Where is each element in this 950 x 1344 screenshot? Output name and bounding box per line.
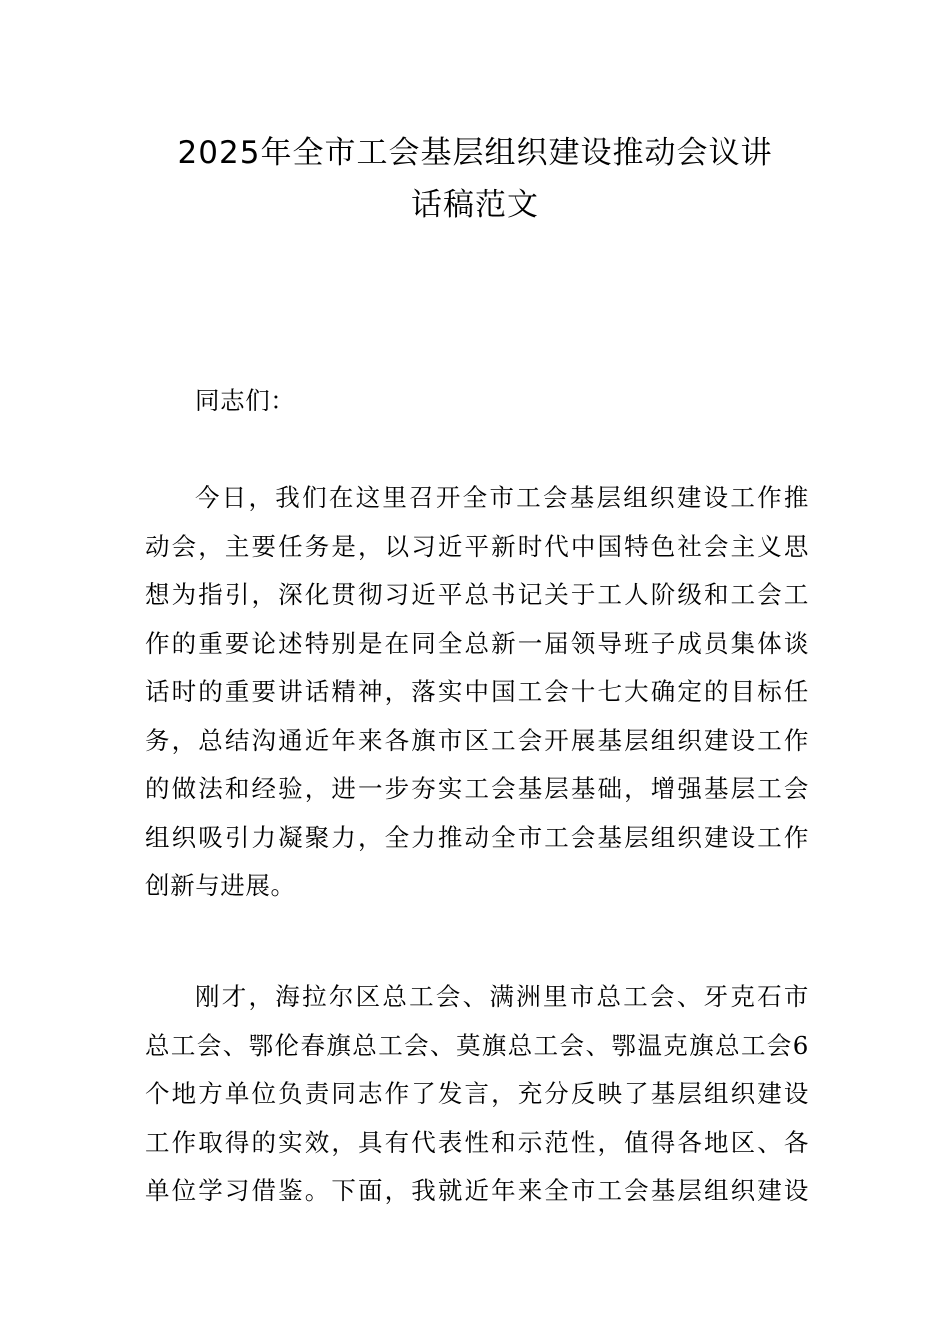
document-title xyxy=(145,127,805,231)
paragraph-line: 工作取得的实效，具有代表性和示范性，值得各地区、各 xyxy=(145,1127,809,1157)
paragraph-line: 话时的重要讲话精神，落实中国工会十七大确定的目标任 xyxy=(145,677,809,706)
title-line: 话稿范文 xyxy=(411,187,539,223)
paragraph-line: 总工会、鄂伦春旗总工会、莫旗总工会、鄂温克旗总工会6 xyxy=(145,1030,809,1060)
paragraph-line: 动会，主要任务是，以习近平新时代中国特色社会主义思 xyxy=(145,531,809,561)
paragraph-line: 创新与进展。 xyxy=(145,871,296,900)
salutation: 同志们： xyxy=(195,386,296,415)
paragraph-2 xyxy=(145,973,809,1216)
paragraph-line: 务，总结沟通近年来各旗市区工会开展基层组织建设工作 xyxy=(145,725,809,755)
paragraph-line: 的做法和经验，进一步夯实工会基层基础，增强基层工会 xyxy=(145,774,809,803)
paragraph-line: 作的重要论述特别是在同全总新一届领导班子成员集体谈 xyxy=(145,628,809,658)
paragraph-line: 刚才，海拉尔区总工会、满洲里市总工会、牙克石市 xyxy=(195,982,809,1011)
paragraph-line: 组织吸引力凝聚力，全力推动全市工会基层组织建设工作 xyxy=(145,822,809,852)
paragraph-line: 今日，我们在这里召开全市工会基层组织建设工作推 xyxy=(195,483,809,512)
paragraph-line: 个地方单位负责同志作了发言，充分反映了基层组织建设 xyxy=(145,1079,809,1108)
paragraph-line: 想为指引，深化贯彻习近平总书记关于工人阶级和工会工 xyxy=(145,580,809,609)
paragraph-1 xyxy=(145,474,809,911)
paragraph-line: 单位学习借鉴。下面，我就近年来全市工会基层组织建设 xyxy=(145,1176,809,1205)
title-line: 2025年全市工会基层组织建设推动会议讲 xyxy=(177,135,773,171)
